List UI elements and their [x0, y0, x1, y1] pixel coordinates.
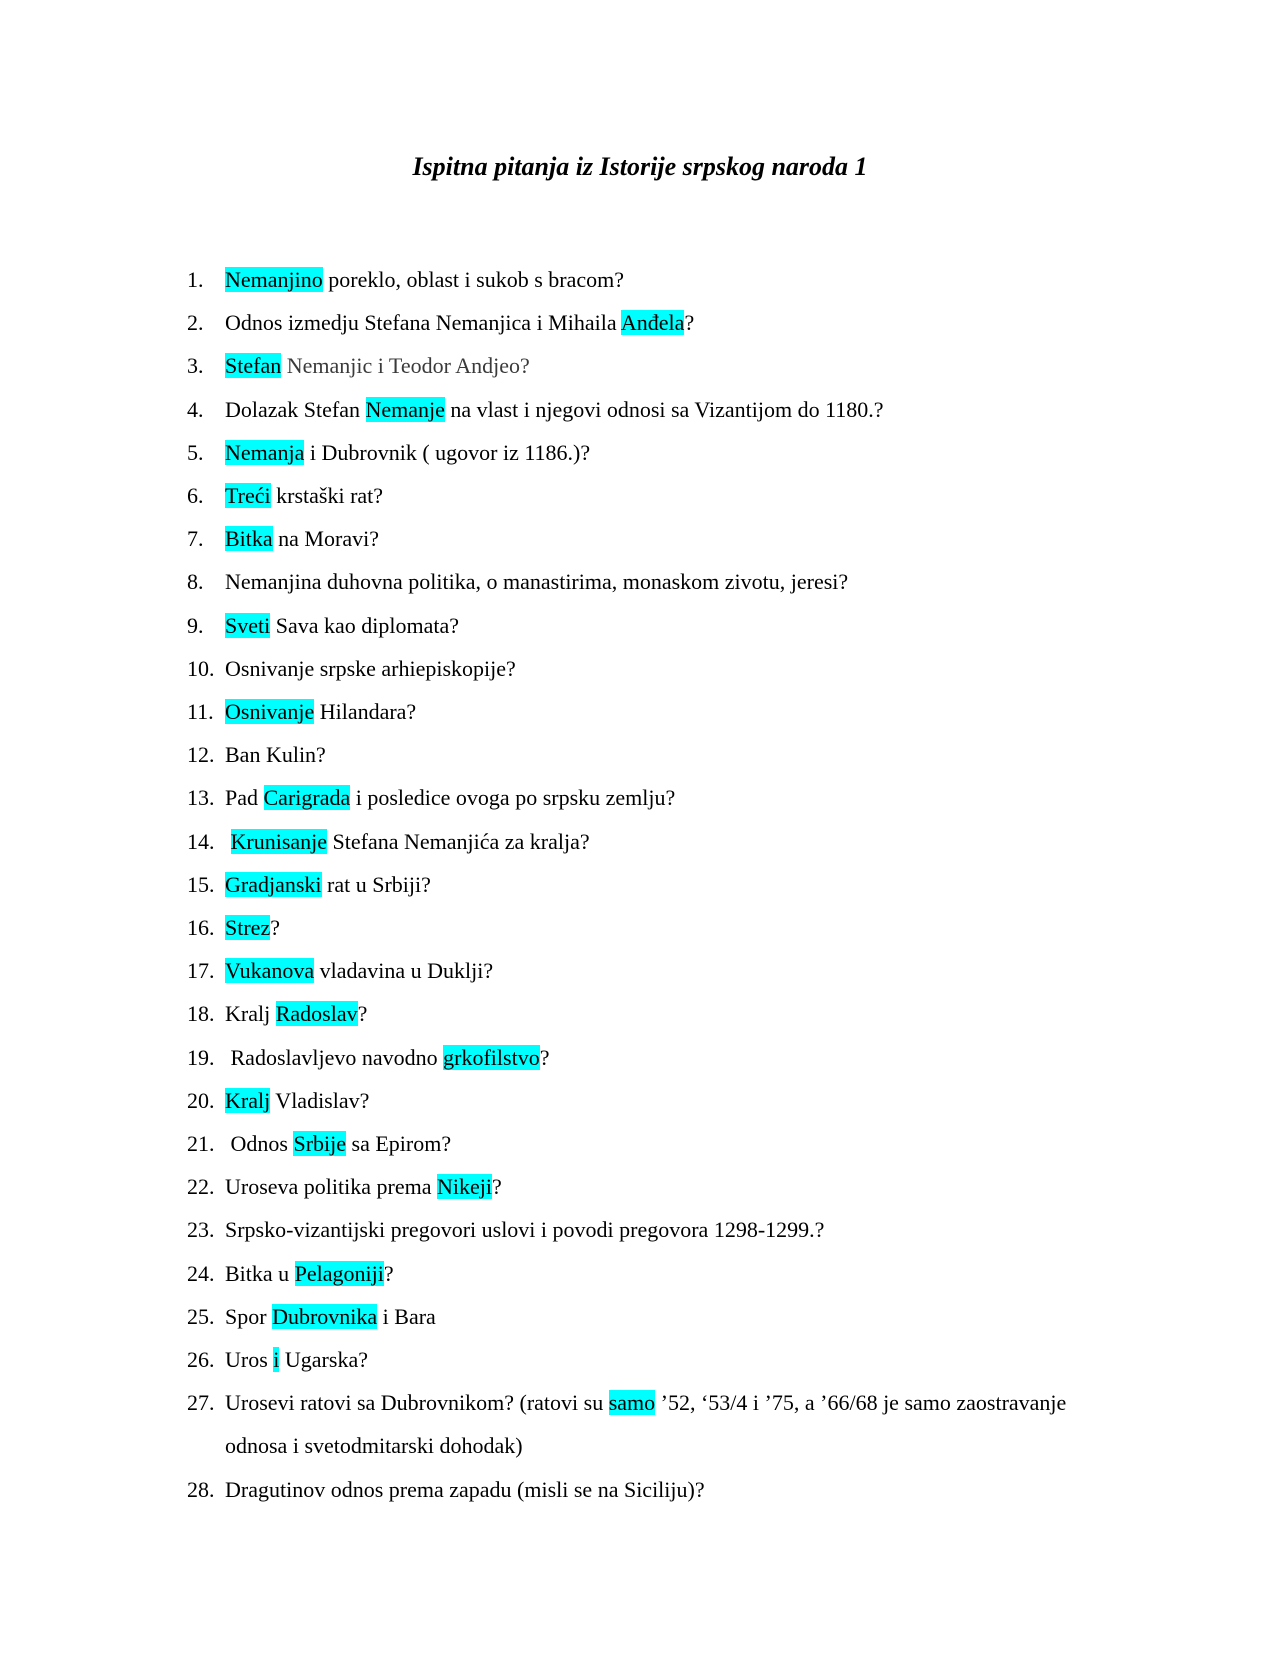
- highlighted-word: Nikeji: [437, 1174, 492, 1200]
- highlighted-word: Sveti: [225, 612, 271, 638]
- highlighted-word: Strez: [225, 915, 271, 941]
- question-number: 24.: [187, 1260, 215, 1286]
- question-item: [187, 690, 1087, 733]
- question-item: [187, 301, 1087, 344]
- question-text-rest: rat u Srbiji?: [321, 871, 431, 897]
- question-item: [187, 1165, 1087, 1208]
- highlighted-word: Treći: [225, 483, 271, 509]
- question-text-rest: i Bara: [377, 1303, 436, 1329]
- question-number: 7.: [187, 526, 204, 552]
- question-text-rest: na Moravi?: [272, 526, 379, 552]
- question-item: [187, 1295, 1087, 1338]
- question-item: [187, 604, 1087, 647]
- question-number: 15.: [187, 871, 215, 897]
- question-item: [187, 776, 1087, 819]
- question-text-rest: Hilandara?: [314, 699, 417, 725]
- question-number: 22.: [187, 1174, 215, 1200]
- highlighted-word: Stefan: [225, 353, 282, 379]
- question-text-rest: ?: [539, 1044, 550, 1070]
- question-text-rest: Sava kao diplomata?: [270, 612, 460, 638]
- question-text-rest: Stefana Nemanjića za kralja?: [327, 828, 590, 854]
- question-item: [187, 1381, 1087, 1467]
- question-text-rest: i Dubrovnik ( ugovor iz 1186.)?: [304, 439, 591, 465]
- highlighted-word: grkofilstvo: [443, 1044, 540, 1070]
- question-number: 26.: [187, 1347, 215, 1373]
- highlighted-word: Anđela: [620, 310, 685, 336]
- question-text-rest: ?: [492, 1174, 502, 1200]
- question-item: [187, 1036, 1087, 1079]
- question-number: 17.: [187, 958, 215, 984]
- question-item: [187, 1338, 1087, 1381]
- question-text: Uroseva politika prema: [225, 1174, 437, 1200]
- question-text-rest: ?: [684, 310, 695, 336]
- question-number: 3.: [187, 353, 204, 379]
- question-text-rest: vladavina u Duklji?: [314, 958, 494, 984]
- question-text-rest: Vladislav?: [270, 1087, 370, 1113]
- question-text: Odnos izmedju Stefana Nemanjica i Mihaila: [225, 310, 621, 336]
- highlighted-word: Nemanja: [225, 439, 305, 465]
- question-text: Kralj: [225, 1001, 276, 1027]
- question-text: Pad: [225, 785, 264, 811]
- question-number: 2.: [187, 310, 204, 336]
- question-item: [187, 474, 1087, 517]
- question-number: 13.: [187, 785, 215, 811]
- question-text: Odnos: [225, 1131, 294, 1157]
- question-number: 20.: [187, 1087, 215, 1113]
- question-text: Uros: [225, 1347, 274, 1373]
- highlighted-word: Kralj: [225, 1087, 271, 1113]
- question-text: Spor: [225, 1303, 273, 1329]
- question-item: [187, 1468, 1087, 1511]
- question-text-rest: poreklo, oblast i sukob s bracom?: [322, 267, 624, 292]
- question-item: [187, 906, 1087, 949]
- highlighted-word: Gradjanski: [225, 871, 322, 897]
- question-number: 21.: [187, 1131, 215, 1157]
- question-item: [187, 949, 1087, 992]
- highlighted-word: Krunisanje: [230, 828, 328, 854]
- highlighted-word: i: [273, 1347, 280, 1373]
- question-text: Ban Kulin?: [225, 742, 326, 768]
- question-number: 5.: [187, 439, 204, 465]
- highlighted-word: Dubrovnika: [272, 1303, 378, 1329]
- question-item: [187, 258, 1087, 301]
- highlighted-word: Nemanjino: [225, 267, 323, 292]
- question-item: [187, 344, 1087, 387]
- question-number: 8.: [187, 569, 204, 595]
- question-item: [187, 388, 1087, 431]
- highlighted-word: Pelagoniji: [294, 1260, 384, 1286]
- question-number: 23.: [187, 1217, 215, 1243]
- question-text: Nemanjina duhovna politika, o manastirima, monaskom zivotu, jeresi?: [225, 569, 849, 595]
- question-item: [187, 820, 1087, 863]
- question-number: 10.: [187, 655, 215, 681]
- question-text-rest: ?: [270, 915, 280, 941]
- highlighted-word: Nemanje: [365, 396, 445, 422]
- question-text: [225, 829, 231, 854]
- question-number: 16.: [187, 915, 215, 941]
- question-text: Urosevi ratovi sa Dubrovnikom? (ratovi su: [225, 1390, 609, 1416]
- question-number: 12.: [187, 742, 215, 768]
- question-item: [187, 647, 1087, 690]
- question-text-rest: na vlast i njegovi odnosi sa Vizantijom do 1180.?: [444, 396, 884, 422]
- question-number: 4.: [187, 396, 204, 422]
- question-text: Radoslavljevo navodno: [225, 1044, 444, 1070]
- question-item: [187, 733, 1087, 776]
- question-text: Dragutinov odnos prema zapadu (misli se na Siciliju)?: [225, 1476, 705, 1502]
- question-text-rest: ?: [357, 1001, 368, 1027]
- question-item: [187, 1122, 1087, 1165]
- highlighted-word: samo: [608, 1390, 656, 1416]
- question-number: 6.: [187, 483, 204, 509]
- question-list: [187, 258, 1087, 1511]
- question-number: 28.: [187, 1476, 215, 1502]
- question-text: Srpsko-vizantijski pregovori uslovi i povodi pregovora 1298-1299.?: [225, 1217, 825, 1243]
- question-text: Dolazak Stefan: [225, 396, 366, 422]
- question-item: [187, 560, 1087, 603]
- question-text-rest: krstaški rat?: [270, 483, 384, 509]
- question-number: 11.: [187, 699, 214, 725]
- question-item: [187, 517, 1087, 560]
- question-number: 18.: [187, 1001, 215, 1027]
- question-number: 14.: [187, 828, 215, 854]
- question-number: 27.: [187, 1390, 215, 1416]
- question-text-rest: Ugarska?: [279, 1347, 368, 1373]
- question-text-rest: Nemanjic i Teodor Andjeo?: [281, 353, 530, 379]
- highlighted-word: Bitka: [225, 526, 273, 552]
- question-number: 1.: [187, 267, 204, 292]
- highlighted-word: Vukanova: [225, 958, 315, 984]
- question-item: [187, 992, 1087, 1035]
- highlighted-word: Carigrada: [263, 785, 351, 811]
- highlighted-word: Radoslav: [275, 1001, 358, 1027]
- question-text: Osnivanje srpske arhiepiskopije?: [225, 655, 516, 681]
- question-number: 25.: [187, 1303, 215, 1329]
- question-text-rest: ’52, ‘53/4 i ’75, a ’66/68 je samo zaostravanje odnosa i svetodmitarski dohodak): [225, 1390, 1072, 1459]
- question-text: Bitka u: [225, 1260, 295, 1286]
- question-text-rest: ?: [383, 1260, 394, 1286]
- question-text-rest: i posledice ovoga po srpsku zemlju?: [350, 785, 676, 811]
- question-number: 9.: [187, 612, 204, 638]
- question-item: [187, 1079, 1087, 1122]
- question-text-rest: sa Epirom?: [346, 1131, 452, 1157]
- question-number: 19.: [187, 1044, 215, 1070]
- page-title: Ispitna pitanja iz Istorije srpskog naroda 1: [412, 152, 868, 181]
- highlighted-word: Osnivanje: [225, 699, 315, 725]
- question-item: [187, 1252, 1087, 1295]
- highlighted-word: Srbije: [293, 1131, 347, 1157]
- question-item: [187, 1208, 1087, 1251]
- question-item: [187, 863, 1087, 906]
- question-item: [187, 431, 1087, 474]
